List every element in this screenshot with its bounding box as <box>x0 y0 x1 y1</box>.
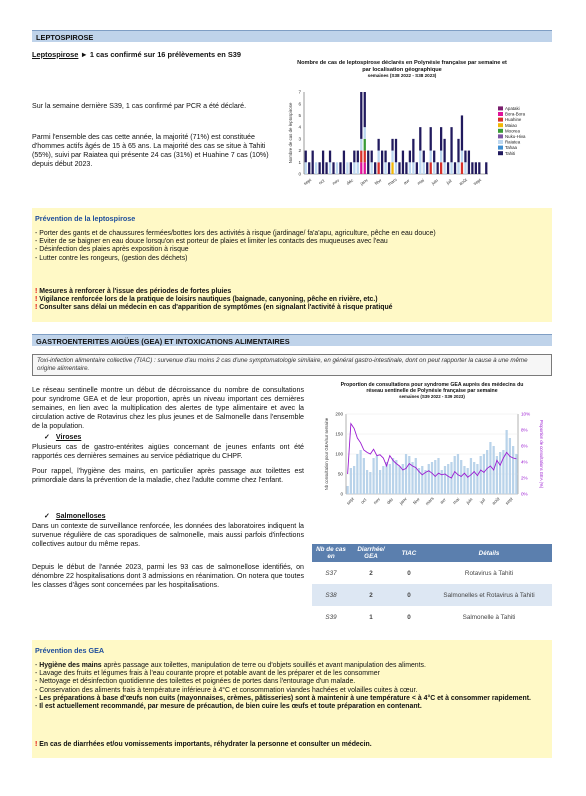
table-cell-gea: 1 <box>369 613 373 621</box>
x-tick-label: avr <box>438 497 447 505</box>
bar-segment <box>426 162 428 174</box>
y-tick-label: 200 <box>335 411 343 417</box>
legend-swatch <box>498 106 503 110</box>
bar <box>506 430 508 494</box>
bar-segment <box>423 162 425 174</box>
bar-segment <box>454 162 456 174</box>
bar <box>473 462 475 494</box>
table-cell-tiac: 0 <box>392 584 426 606</box>
table-header-gea: Diarrhée/ GEA <box>350 544 392 562</box>
bar-segment <box>430 162 432 174</box>
gea-prevention-item-bold: Hygiène des mains <box>39 662 102 669</box>
bar-segment <box>468 151 470 174</box>
x-tick-label: juin <box>430 177 440 186</box>
gea-alert-item: ! En cas de diarrhées et/ou vomissements importants, réhydrater la personne et consulter un médecin. <box>35 741 549 749</box>
x-tick-label: mai <box>451 496 461 506</box>
legend-swatch <box>498 140 503 144</box>
bar-segment <box>464 151 466 163</box>
bar <box>395 460 397 494</box>
legend-label: Apataki <box>505 106 520 111</box>
legend-label: Maiao <box>505 122 517 128</box>
gea-prevention-item <box>35 670 549 678</box>
lepto-prevention-item: - Eviter de se baigner en eau douce lorsqu'on est porteur de plaies et limiter les contacts des muqueuses avec l'eau <box>35 238 547 246</box>
gea-prevention-item-text: Nettoyage et désinfection quotidienne des toilettes et poignées de portes dans l'entourage d'un malade. <box>39 678 356 686</box>
table-header-week: Nb de cas en <box>312 544 350 562</box>
bar-segment <box>412 162 414 174</box>
bar <box>389 464 391 494</box>
bar-segment <box>364 127 366 139</box>
gea-chart <box>316 382 552 532</box>
bar-segment <box>360 139 362 151</box>
lepto-alert-list <box>35 288 547 313</box>
legend-swatch <box>498 129 503 133</box>
bar-segment <box>395 139 397 162</box>
bar <box>405 454 407 494</box>
table-cell-details: Rotavirus à Tahiti <box>464 569 514 577</box>
lepto-chart <box>284 60 550 200</box>
bar <box>463 466 465 494</box>
y-tick-label: 100 <box>335 451 343 457</box>
x-tick-label: sept <box>472 177 483 187</box>
bar-segment <box>461 151 463 163</box>
x-tick-label: juin <box>465 496 474 506</box>
bar <box>398 466 400 494</box>
legend-swatch <box>498 118 503 122</box>
bar-segment <box>398 162 400 174</box>
lepto-prevention-list <box>35 230 547 263</box>
lepto-prevention-item: - Lutter contre les rongeurs, (gestion des déchets) <box>35 255 547 263</box>
bar-segment <box>329 151 331 163</box>
gea-prevention-item-text: après passage aux toilettes, manipulation de terre ou d'objets souillés et avant manipulation des aliments. <box>101 662 426 669</box>
bar-segment <box>447 162 449 174</box>
viroses-paragraph: Plusieurs cas de gastro-entérites aigües concernant de jeunes enfants ont été rapportés ces dernières semaines au service pédiatrique du CHPF. <box>32 443 304 460</box>
bar-segment <box>419 127 421 150</box>
x-tick-label: nov <box>331 177 341 186</box>
bar-segment <box>443 139 445 162</box>
bar-segment <box>350 162 352 174</box>
table-cell-gea: 2 <box>369 569 373 577</box>
y2-tick-label: 2% <box>521 475 528 481</box>
x-tick-label: avr <box>402 177 411 186</box>
bar-segment <box>419 151 421 174</box>
x-tick-label: août <box>490 496 501 506</box>
bar <box>483 454 485 494</box>
bar-segment <box>332 162 334 174</box>
bar-segment <box>464 162 466 174</box>
bar-segment <box>423 151 425 163</box>
gea-prevention-item-text: Conservation des aliments frais à température inférieure à 4°C et consommation viandes hachées et volailles cuites à cœur. <box>39 686 418 694</box>
bar-segment <box>364 162 366 174</box>
y2-tick-label: 0% <box>521 491 528 497</box>
x-tick-label: sept <box>345 496 355 506</box>
bar <box>467 468 469 494</box>
bar <box>382 466 384 494</box>
bar <box>379 470 381 494</box>
y2-tick-label: 10% <box>521 411 531 417</box>
y-tick-label: 5 <box>298 113 301 119</box>
bar-segment <box>433 162 435 174</box>
bar-segment <box>433 151 435 163</box>
lepto-subtitle <box>32 50 241 59</box>
gea-chart-title: Proportion de consultations pour syndrome GEA auprès des médecins du réseau sentinelle de Polynésie française par semaine <box>340 382 524 395</box>
bar-segment <box>339 162 341 174</box>
bar-segment <box>395 162 397 174</box>
table-header-tiac: TIAC <box>392 544 426 562</box>
gea-prevention-box <box>32 640 552 758</box>
bar-segment <box>440 127 442 150</box>
bar-segment <box>315 162 317 174</box>
bar-segment <box>391 162 393 174</box>
y-tick-label: 150 <box>335 431 343 437</box>
lepto-chart-svg <box>284 82 550 198</box>
lepto-paragraph-1: Sur la semaine dernière S39, 1 cas confirmé par PCR a été déclaré. <box>32 102 247 110</box>
salmonelloses-paragraph: Dans un contexte de surveillance renforcée, les données des laboratoires indiquent la survenue régulière de cas sporadiques de salmonelle, mais aussi parfois d'infections collectives autour du même repas. <box>32 522 304 548</box>
x-tick-label: oct <box>359 497 368 505</box>
gea-prevention-list <box>35 662 549 711</box>
salmonelloses-title: Salmonelloses <box>55 512 106 520</box>
table-cell-week: S37 <box>325 569 337 577</box>
bar <box>470 458 472 494</box>
x-tick-label: janv <box>398 496 408 506</box>
y-axis-label: Nombre de cas de leptospirose <box>288 102 293 164</box>
bar <box>431 462 433 494</box>
lepto-subtitle-name: Leptospirose <box>32 50 79 59</box>
x-tick-label: mars <box>386 176 398 187</box>
bar-segment <box>378 162 380 174</box>
bar-segment <box>378 151 380 163</box>
viroses-heading <box>44 432 81 441</box>
legend-label: Tahiti <box>505 150 516 156</box>
bar-segment <box>360 92 362 139</box>
legend-label: Nuku-Hiva <box>505 134 526 139</box>
y-tick-label: 1 <box>298 159 301 165</box>
bar <box>515 454 517 494</box>
gea-prevention-item <box>35 695 549 703</box>
table-row <box>312 584 552 606</box>
bar-segment <box>353 162 355 174</box>
bar-segment <box>405 162 407 174</box>
bar-segment <box>367 151 369 174</box>
salmonelloses-paragraph-2: Depuis le début de l'année 2023, parmi les 93 cas de salmonellose identifiés, on dénombre 22 hospitalisations dont 3 admissions en réanimation. On notera que toutes les classes d'âges sont concernées par les hospitalisations. <box>32 563 304 589</box>
bar-segment <box>450 127 452 162</box>
bar-segment <box>305 162 307 174</box>
bar-segment <box>374 162 376 174</box>
check-icon: ✓ <box>44 512 50 520</box>
bar-segment <box>312 151 314 174</box>
bar <box>421 466 423 494</box>
gea-chart-svg <box>316 404 552 532</box>
tiac-definition-text: survenue d'au moins 2 cas d'une symptomatologie similaire, en général gastro-intestinale, dont on peut rapporter la cause à une même origine alimentaire. <box>37 357 528 372</box>
x-tick-label: déc <box>345 177 355 186</box>
gea-alert-list <box>35 741 549 749</box>
lepto-prevention-item: - Désinfection des plaies après exposition à risque <box>35 246 547 254</box>
salmonelloses-heading <box>44 511 106 520</box>
x-tick-label: janv <box>359 177 369 187</box>
x-tick-label: août <box>458 177 469 187</box>
bar-segment <box>461 115 463 150</box>
bar-segment <box>357 151 359 163</box>
bar-segment <box>409 162 411 174</box>
bar-segment <box>388 162 390 174</box>
bar-segment <box>430 127 432 150</box>
bar <box>415 458 417 494</box>
bar <box>460 460 462 494</box>
bar <box>347 486 349 494</box>
x-tick-label: mars <box>424 495 435 507</box>
bar-segment <box>336 162 338 174</box>
bar <box>512 446 514 494</box>
tiac-definition-box <box>32 354 552 376</box>
bar-segment <box>485 162 487 174</box>
lepto-alert-item: ! Consulter sans délai un médecin en cas d'apparition de symptômes (en signalant l'activité à risque pratiqué <box>35 304 547 312</box>
bar-segment <box>322 151 324 174</box>
x-tick-label: sept <box>504 496 514 506</box>
bar-segment <box>318 162 320 174</box>
bar-segment <box>360 162 362 174</box>
bar <box>359 450 361 494</box>
bar <box>444 466 446 494</box>
bar-segment <box>457 139 459 162</box>
bar-segment <box>308 162 310 174</box>
gea-prevention-item-bold: Il est actuellement recommandé, par mesure de précaution, de bien cuire les œufs et toute préparation en contenant. <box>39 703 422 711</box>
bar-segment <box>360 151 362 163</box>
bar-segment <box>440 151 442 163</box>
bar <box>424 470 426 494</box>
y2-axis-label: Proportion de consultations GEA (%) <box>539 419 544 489</box>
table-cell-week: S39 <box>325 613 337 621</box>
bar <box>428 464 430 494</box>
bar-segment <box>329 162 331 174</box>
viroses-title: Viroses <box>55 433 82 441</box>
bar <box>509 438 511 494</box>
bar-segment <box>346 162 348 174</box>
table-row <box>312 606 552 628</box>
gea-chart-subtitle: semaines (S39 2022 - S39 2023) <box>399 394 465 400</box>
y-tick-label: 0 <box>340 491 343 497</box>
bar-segment <box>391 151 393 163</box>
bar <box>437 458 439 494</box>
bar-segment <box>353 151 355 163</box>
bar-segment <box>378 139 380 151</box>
section-header-leptospirose: LEPTOSPIROSE <box>32 30 552 42</box>
x-tick-label: févr <box>373 177 383 186</box>
legend-swatch <box>498 146 503 150</box>
bar-segment <box>440 162 442 174</box>
bar-segment <box>364 139 366 151</box>
table-cell-week: S38 <box>312 584 350 606</box>
bar <box>350 468 352 494</box>
y2-tick-label: 8% <box>521 427 528 433</box>
bar <box>489 442 491 494</box>
bar-segment <box>437 162 439 174</box>
bar-segment <box>430 151 432 163</box>
bar <box>441 470 443 494</box>
bar <box>408 456 410 494</box>
bar <box>369 472 371 494</box>
bar <box>392 458 394 494</box>
x-tick-label: juil <box>445 178 453 186</box>
bar-segment <box>381 151 383 174</box>
table-cell-gea: 2 <box>350 584 392 606</box>
bar-segment <box>391 139 393 151</box>
bar <box>356 454 358 494</box>
table-cell-details: Salmonelle à Tahiti <box>462 613 516 621</box>
bar <box>454 456 456 494</box>
y-tick-label: 7 <box>298 89 301 95</box>
x-tick-label: juil <box>478 497 487 505</box>
legend-label: Raiatea <box>505 139 521 145</box>
bar <box>447 464 449 494</box>
bar-segment <box>364 151 366 163</box>
bar <box>363 458 365 494</box>
bar-segment <box>412 139 414 162</box>
bar-segment <box>443 162 445 174</box>
x-tick-label: sept <box>302 177 313 187</box>
y-tick-label: 0 <box>298 171 301 177</box>
bar-segment <box>475 162 477 174</box>
lepto-alert-item: ! Mesures à renforcer à l'issue des périodes de fortes pluies <box>35 288 547 296</box>
bar-segment <box>343 151 345 174</box>
gea-prevention-item <box>35 687 549 695</box>
section-header-gea: GASTROENTERITES AIGÜES (GEA) ET INTOXICATIONS ALIMENTAIRES <box>32 334 552 346</box>
bar-segment <box>357 162 359 174</box>
gea-cases-table <box>312 544 552 628</box>
legend-label: Huahine <box>505 117 522 123</box>
lepto-prevention-item: - Porter des gants et de chaussures fermées/bottes lors des activités à risque (jardinage/ fa'a'apu, agriculture, pêche en eau douce) <box>35 230 547 238</box>
bar-segment <box>325 162 327 174</box>
legend-swatch <box>498 134 503 138</box>
legend-swatch <box>498 112 503 116</box>
x-tick-label: nov <box>372 496 381 506</box>
y2-tick-label: 6% <box>521 443 528 449</box>
tiac-definition-label: Toxi-infection alimentaire collective (TIAC) : <box>37 357 156 364</box>
legend-label: Tahaa <box>505 145 517 151</box>
bar-segment <box>384 162 386 174</box>
table-cell-tiac: 0 <box>407 569 411 577</box>
bar <box>499 452 501 494</box>
gea-prevention-item <box>35 678 549 686</box>
bar-segment <box>409 151 411 163</box>
bar <box>376 456 378 494</box>
lepto-subtitle-rest: ► 1 cas confirmé sur 16 prélèvements en S39 <box>78 50 242 59</box>
gea-prevention-item-bold: Les préparations à base d'œufs non cuits (mayonnaises, crèmes, pâtisseries) sont à maintenir à une température < à 4°C et à consommer rapidement. <box>39 694 531 702</box>
y-axis-label: Nb consultation pour GEA/sur semaine <box>324 417 329 491</box>
bar <box>486 450 488 494</box>
bar-segment <box>384 151 386 163</box>
y-tick-label: 2 <box>298 148 301 154</box>
legend-swatch <box>498 151 503 155</box>
bar <box>372 458 374 494</box>
bar <box>366 470 368 494</box>
x-tick-label: mai <box>416 177 425 186</box>
gea-prevention-item <box>35 703 549 711</box>
gea-prevention-item-text: Lavage des fruits et légumes frais à l'eau courante propre et potable avant de les préparer et de les consommer <box>39 670 380 678</box>
y-tick-label: 3 <box>298 136 301 142</box>
table-header-details: Détails <box>426 544 552 562</box>
bar-segment <box>471 162 473 174</box>
check-icon: ✓ <box>44 433 50 441</box>
bar-segment <box>457 162 459 174</box>
bar-segment <box>371 151 373 163</box>
x-tick-label: déc <box>385 496 395 506</box>
table-header-row <box>312 544 552 562</box>
table-row <box>312 562 552 584</box>
x-tick-label: oct <box>317 178 326 186</box>
bar <box>353 466 355 494</box>
legend-swatch <box>498 123 503 127</box>
hygiene-paragraph: Pour rappel, l'hygiène des mains, en particulier après passage aux toilettes est primordiale dans la prévention de la maladie, chez l'adulte comme chez l'enfant. <box>32 467 304 484</box>
lepto-chart-title: Nombre de cas de leptospirose déclarés en Polynésie française par semaine et par localisation géographique <box>297 60 507 73</box>
lepto-prevention-box <box>32 208 552 322</box>
bar-segment <box>416 162 418 174</box>
lepto-chart-subtitle: semaines (S38 2022 - S38 2023) <box>367 73 437 79</box>
table-cell-details: Salmonelles et Rotavirus à Tahiti <box>426 584 552 606</box>
bar-segment <box>450 162 452 174</box>
x-tick-label: févr <box>412 496 421 506</box>
table-cell-tiac: 0 <box>407 613 411 621</box>
gea-paragraph-1: Le réseau sentinelle montre un début de décroissance du nombre de consultations pour syndrome GEA et de leur proportion, après un niveau important ces dernières semaines, en lien avec la multiplication des alertes de type alimentaire et avec la circulation active de Rotavirus chez les plus jeunes et de Salmonelle dans l'ensemble de la population. <box>32 386 304 430</box>
y-tick-label: 50 <box>337 471 343 477</box>
lepto-prevention-title: Prévention de la leptospirose <box>35 214 136 223</box>
bar <box>476 464 478 494</box>
gea-prevention-title: Prévention des GEA <box>35 646 105 655</box>
bar-segment <box>364 92 366 127</box>
legend-label: Moorea <box>505 128 520 134</box>
bar-segment <box>371 162 373 174</box>
lepto-paragraph-2: Parmi l'ensemble des cas cette année, la majorité (71%) est constituée d'hommes actifs âgés de 15 à 65 ans. La majorité des cas se situe à Tahiti (55%), suivi par Raiatea qui présente 24 cas (31%) et Huahine 7 cas (10%) depuis début 2023. <box>32 133 269 168</box>
lepto-alert-item: ! Vigilance renforcée lors de la pratique de loisirs nautiques (baignade, canyoning, pêche en rivière, etc.) <box>35 296 547 304</box>
y-tick-label: 4 <box>298 124 301 130</box>
bar-segment <box>461 162 463 174</box>
y-tick-label: 6 <box>298 101 301 107</box>
bar-segment <box>402 151 404 174</box>
y2-tick-label: 4% <box>521 459 528 465</box>
legend-label: Bora-Bora <box>505 111 526 117</box>
bar-segment <box>478 162 480 174</box>
gea-prevention-item <box>35 662 549 670</box>
bar <box>480 456 482 494</box>
bar-segment <box>305 151 307 163</box>
